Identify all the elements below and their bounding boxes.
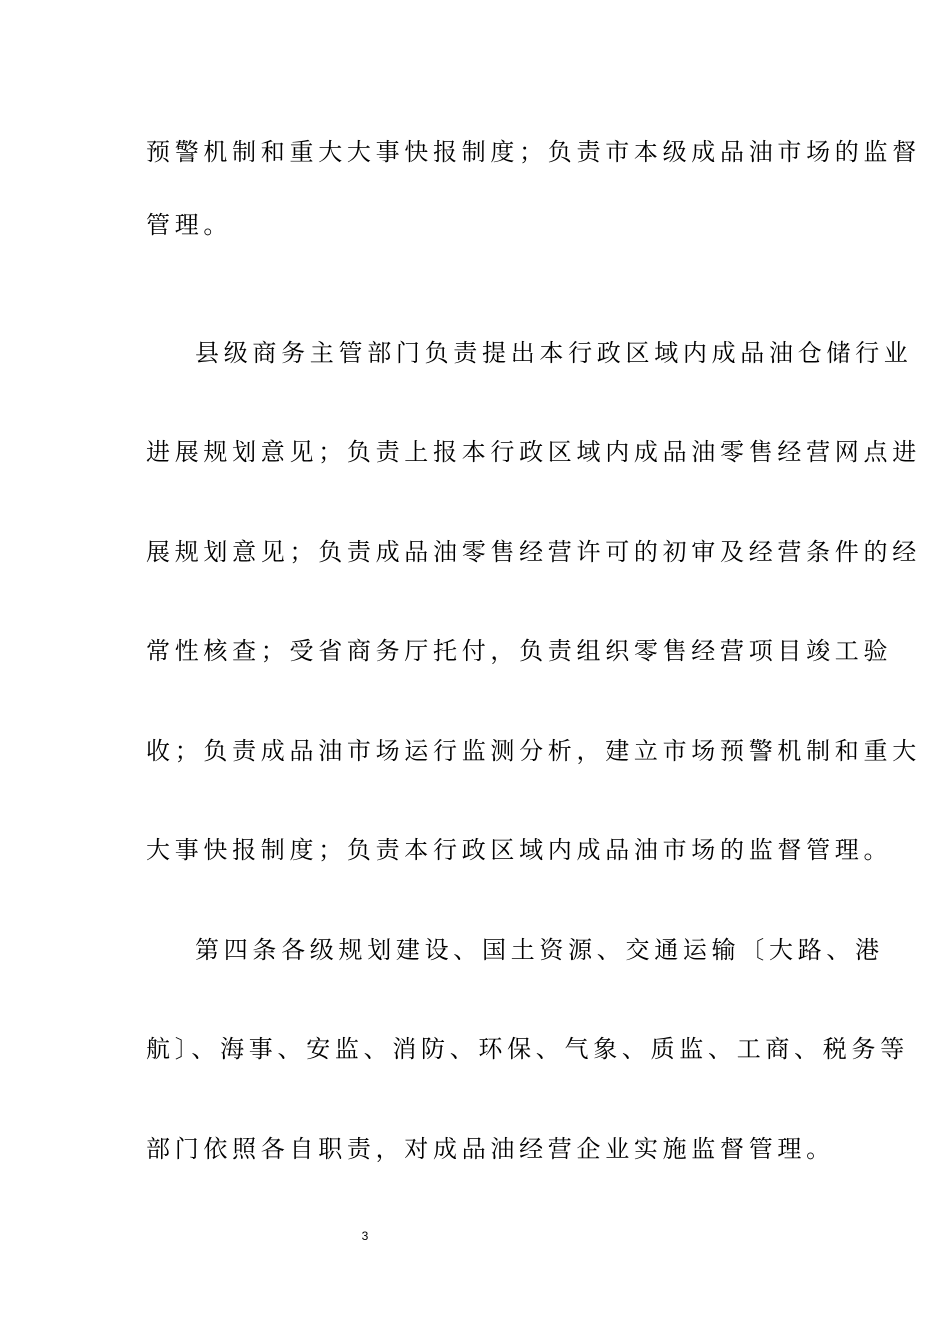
- text-line: 展规划意见；负责成品油零售经营许可的初审及经营条件的经: [146, 538, 921, 566]
- text-line: 大事快报制度；负责本行政区域内成品油市场的监督管理。: [146, 836, 893, 864]
- text-line: 常性核查；受省商务厅托付，负责组织零售经营项目竣工验: [146, 637, 893, 665]
- paragraph-first-line: 县级商务主管部门负责提出本行政区域内成品油仓储行业: [195, 339, 913, 367]
- text-line: 预警机制和重大大事快报制度；负责市本级成品油市场的监督: [146, 138, 921, 166]
- page-number: 3: [361, 1229, 369, 1243]
- text-line: 管理。: [146, 211, 233, 239]
- paragraph-first-line: 第四条各级规划建设、国土资源、交通运输〔大路、港: [195, 936, 884, 964]
- text-line: 进展规划意见；负责上报本行政区域内成品油零售经营网点进: [146, 438, 921, 466]
- text-line: 收；负责成品油市场运行监测分析，建立市场预警机制和重大: [146, 737, 921, 765]
- text-line: 航〕、海事、安监、消防、环保、气象、质监、工商、税务等: [146, 1035, 909, 1063]
- text-line: 部门依照各自职责，对成品油经营企业实施监督管理。: [146, 1135, 835, 1163]
